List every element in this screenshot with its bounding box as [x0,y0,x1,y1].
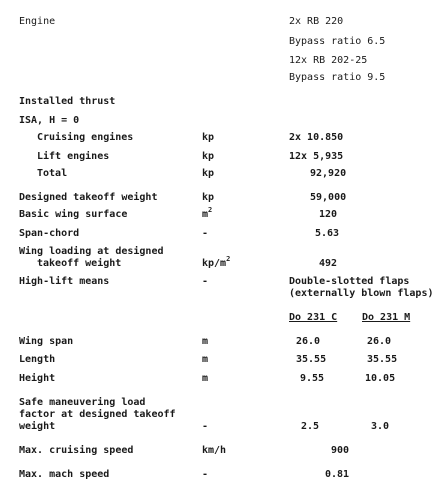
mach-speed-unit: - [202,469,209,480]
length-c: 35.55 [296,354,327,365]
length-unit: m [202,354,209,365]
load-factor-label-3: weight [19,421,56,432]
wing-span-c: 26.0 [296,336,321,347]
height-m: 10.05 [365,373,396,384]
total-thrust-value: 92,920 [310,168,347,179]
load-factor-unit: - [202,421,209,432]
total-thrust-unit: kp [202,168,215,179]
cruising-engines-value: 2x 10.850 [289,132,344,143]
wing-loading-value: 492 [319,258,338,269]
takeoff-weight-value: 59,000 [310,192,347,203]
load-factor-label-2: factor at designed takeoff [19,409,176,420]
wing-surface-label: Basic wing surface [19,209,128,220]
lift-engines-unit: kp [202,151,215,162]
height-c: 9.55 [300,373,325,384]
takeoff-weight-label: Designed takeoff weight [19,192,158,203]
variant-m-header: Do 231 M [362,312,411,323]
engine-value-1: 2x RB 220 [289,16,344,27]
height-label: Height [19,373,56,384]
lift-engines-value: 12x 5,935 [289,151,344,162]
engine-value-4: Bypass ratio 9.5 [289,72,386,83]
high-lift-unit: - [202,276,209,287]
cruise-speed-label: Max. cruising speed [19,445,134,456]
engine-value-3: 12x RB 202-25 [289,55,368,66]
load-factor-c: 2.5 [301,421,320,432]
wing-loading-unit: $kp/m^2$ [202,254,231,269]
takeoff-weight-unit: kp [202,192,215,203]
high-lift-label: High-lift means [19,276,110,287]
mach-speed-value: 0.81 [325,469,350,480]
wing-span-unit: m [202,336,209,347]
wing-loading-label-2: takeoff weight [37,258,122,269]
cruise-speed-unit: km/h [202,445,227,456]
wing-loading-label-1: Wing loading at designed [19,246,164,257]
span-chord-value: 5.63 [315,228,340,239]
engine-value-2: Bypass ratio 6.5 [289,36,386,47]
wing-surface-unit: $m^2$ [202,205,213,220]
total-thrust-label: Total [37,168,68,179]
span-chord-label: Span-chord [19,228,80,239]
length-m: 35.55 [367,354,398,365]
high-lift-value-1: Double-slotted flaps [289,276,410,287]
wing-span-m: 26.0 [367,336,392,347]
thrust-condition: ISA, H = 0 [19,115,80,126]
lift-engines-label: Lift engines [37,151,110,162]
high-lift-value-2: (externally blown flaps) [289,288,434,299]
variant-c-header: Do 231 C [289,312,338,323]
mach-speed-label: Max. mach speed [19,469,110,480]
engine-label: Engine [19,16,56,27]
span-chord-unit: - [202,228,209,239]
cruising-engines-unit: kp [202,132,215,143]
load-factor-m: 3.0 [371,421,390,432]
cruise-speed-value: 900 [331,445,350,456]
length-label: Length [19,354,56,365]
height-unit: m [202,373,209,384]
wing-surface-value: 120 [319,209,338,220]
cruising-engines-label: Cruising engines [37,132,134,143]
load-factor-label-1: Safe maneuvering load [19,397,146,408]
wing-span-label: Wing span [19,336,74,347]
thrust-label: Installed thrust [19,96,116,107]
